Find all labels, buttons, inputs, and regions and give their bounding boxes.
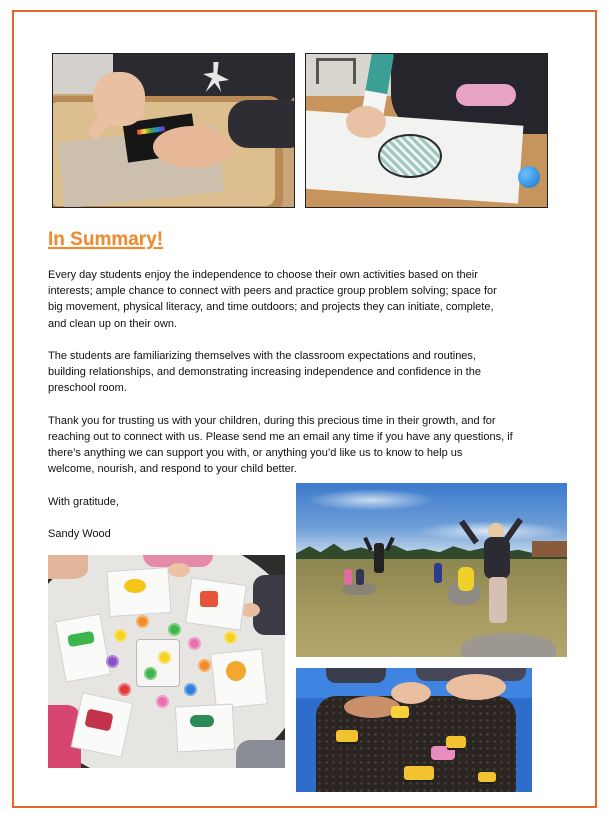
photo-kid-hand-top — [168, 563, 190, 577]
photo-playdoh-tub — [114, 629, 127, 642]
photo-toy-truck — [478, 772, 496, 782]
photo-pink-toy — [456, 84, 516, 106]
photo-hand — [346, 106, 386, 138]
text-line: preschool room. — [48, 382, 127, 395]
photo-sleeve — [326, 668, 386, 683]
text-line: building relationships, and demonstrating increasing independence and confidence in the — [48, 366, 481, 379]
photo-chair — [316, 58, 356, 84]
photo-hand — [391, 682, 431, 704]
photo-playdoh-tub — [136, 615, 149, 628]
photo-sheet-drawing — [200, 591, 218, 607]
text-line: reaching out to connect with us. Please send me an email any time if you have any questions, if — [48, 430, 513, 443]
text-line: big movement, physical literacy, and time outdoors; and projects they can initiate, complete, — [48, 301, 494, 314]
photo-playdoh-tub — [156, 695, 169, 708]
photo-yellow-shovel — [391, 706, 409, 718]
photo-blue-ball — [518, 166, 540, 188]
photo-playdoh-tub — [188, 637, 201, 650]
photo-child-small — [344, 569, 352, 585]
photo-drawing — [378, 134, 442, 178]
closing-text: With gratitude, — [48, 495, 119, 508]
photo-rock-large — [461, 633, 556, 657]
photo-pink-toy — [431, 746, 455, 760]
text-line: The students are familiarizing themselves with the classroom expectations and routines, — [48, 349, 476, 362]
paragraph-classroom — [48, 348, 588, 397]
photo-playdoh-tub — [168, 623, 181, 636]
photo-playdoh-tub — [198, 659, 211, 672]
photo-playdoh-table — [48, 555, 285, 768]
photo-playdoh-tub — [224, 631, 237, 644]
paragraph-activities — [48, 267, 588, 332]
photo-playdoh-tub — [184, 683, 197, 696]
photo-hand — [446, 674, 506, 700]
text-line: welcome, nourish, and respond to your child better. — [48, 463, 297, 476]
text-line: Every day students enjoy the independence to choose their own activities based on their — [48, 269, 478, 281]
photo-playdoh-tub — [158, 651, 171, 664]
photo-sensory-bin — [296, 668, 532, 792]
photo-child-small — [434, 563, 442, 583]
paragraph-thank-you — [48, 413, 588, 478]
photo-playdoh-tub — [118, 683, 131, 696]
photo-kid-arm-topleft — [48, 555, 88, 579]
photo-sleeve-right — [228, 100, 295, 148]
photo-building — [532, 541, 567, 557]
photo-outdoor-play — [296, 483, 567, 657]
photo-cloud — [306, 489, 436, 511]
text-line: Thank you for trusting us with your children, during this precious time in their growth, and for — [48, 414, 496, 427]
section-heading: In Summary! — [48, 229, 164, 250]
photo-toy-truck — [446, 736, 466, 748]
text-line: there’s anything we can support you with, or anything you’d like us to know to help us — [48, 447, 463, 460]
photo-child-small — [356, 569, 364, 585]
photo-child-arms-up — [374, 543, 384, 573]
photo-gluing-worksheet — [305, 53, 548, 208]
photo-toy-truck — [336, 730, 358, 742]
photo-clear-container — [136, 639, 180, 687]
photo-coloring-sheet — [175, 704, 235, 753]
photo-kid-clothing-bottomright — [236, 740, 285, 768]
signature-name: Sandy Wood — [48, 528, 111, 540]
photo-sheet-drawing — [124, 579, 146, 593]
photo-child-jacket — [484, 537, 510, 579]
photo-child-yellow — [458, 567, 474, 591]
photo-hand-lower — [153, 126, 233, 168]
text-line: interests; ample chance to connect with peers and practice group problem solving; space for — [48, 285, 497, 298]
photo-child-legs — [489, 577, 507, 623]
photo-tray-activity — [52, 53, 295, 208]
photo-toy-truck — [404, 766, 434, 780]
photo-playdoh-tub — [144, 667, 157, 680]
photo-sheet-drawing — [190, 715, 214, 727]
photo-playdoh-tub — [106, 655, 119, 668]
text-line: and clean up on their own. — [48, 317, 178, 330]
photo-sheet-drawing — [226, 661, 246, 681]
